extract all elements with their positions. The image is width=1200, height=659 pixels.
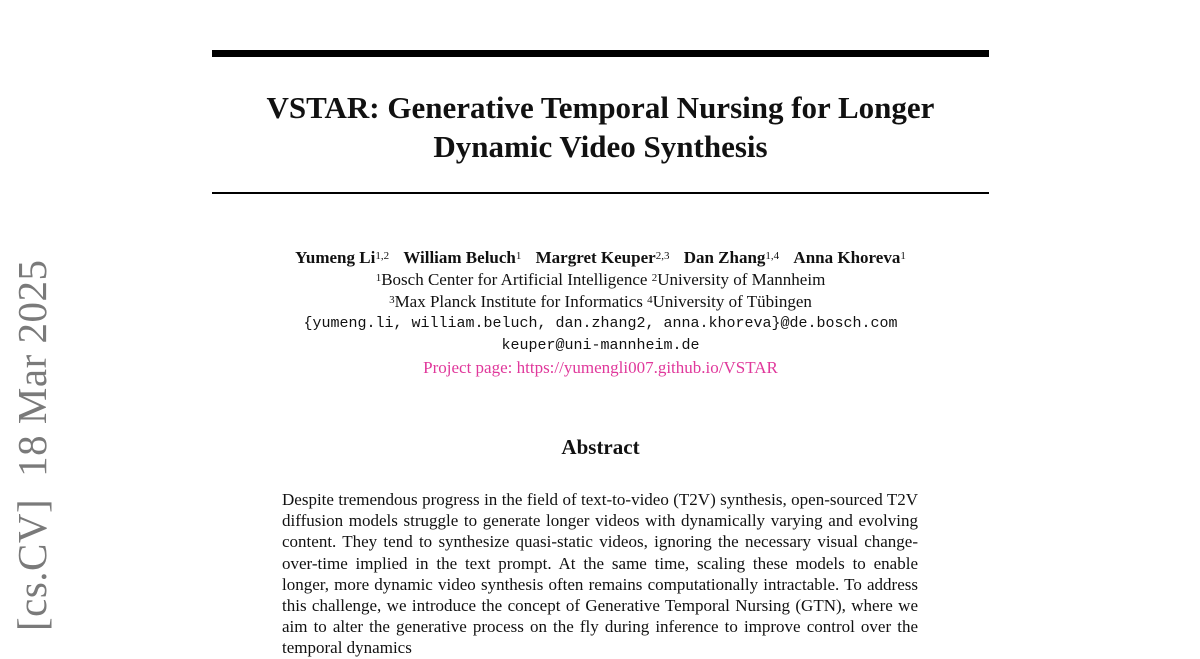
affiliation-number: 1 — [375, 272, 382, 284]
author-affiliation-mark: 1,2 — [375, 250, 390, 262]
title-line-2: Dynamic Video Synthesis — [433, 129, 768, 164]
affiliation-number: 3 — [389, 294, 395, 306]
abstract-text: Despite tremendous progress in the field of text-to-video (T2V) synthesis, open-sourced T2V diffusion models struggle to generate longer videos with dynamically varying and evolving content. They tend to synthesize quasi-static videos, ignoring the necessary visual change-over-time implied in the text prompt. At the same time, scaling these models to enable longer, more dynamic video synthesis often remains computationally intractable. To address this challenge, we introduce the concept of Generative Temporal Nursing (GTN), where we aim to alter the generative process on the fly during inference to improve control over the temporal dynamics — [282, 490, 918, 658]
arxiv-category: [cs.CV] — [9, 498, 55, 631]
affiliation-name: Max Planck Institute for Informatics — [394, 292, 648, 311]
author-affiliation-mark: 2,3 — [655, 250, 670, 262]
author-affiliation-mark: 1 — [515, 250, 522, 262]
author-name: Anna Khoreva — [793, 248, 901, 267]
title-line-1: VSTAR: Generative Temporal Nursing for Longer — [266, 90, 935, 125]
affiliation-name: University of Mannheim — [657, 270, 826, 289]
project-page-link[interactable]: Project page: https://yumengli007.github.io/VSTAR — [423, 358, 778, 377]
title-top-rule — [212, 50, 989, 57]
affiliation-number: 2 — [651, 272, 658, 284]
affiliation-line — [212, 291, 989, 313]
affiliation-number: 4 — [647, 294, 653, 306]
arxiv-side-stamp — [7, 259, 57, 631]
author-name: William Beluch — [403, 248, 516, 267]
author-list — [212, 247, 989, 269]
abstract-heading: Abstract — [561, 435, 640, 459]
author-name: Dan Zhang — [683, 248, 766, 267]
paper-title — [212, 88, 989, 166]
affiliation-name: Bosch Center for Artificial Intelligence — [381, 270, 652, 289]
author-name: Yumeng Li — [295, 248, 376, 267]
title-bottom-rule — [212, 192, 989, 194]
author-name: Margret Keuper — [535, 248, 656, 267]
author-affiliation-mark: 1,4 — [765, 250, 780, 262]
author-block — [212, 247, 989, 379]
affiliation-name: University of Tübingen — [652, 292, 812, 311]
email-line: keuper@uni-mannheim.de — [501, 337, 700, 354]
author-affiliation-mark: 1 — [900, 250, 906, 262]
affiliation-line — [212, 269, 989, 291]
arxiv-date: 18 Mar 2025 — [9, 259, 55, 477]
email-line: {yumeng.li, william.beluch, dan.zhang2, anna.khoreva}@de.bosch.com — [303, 315, 898, 332]
